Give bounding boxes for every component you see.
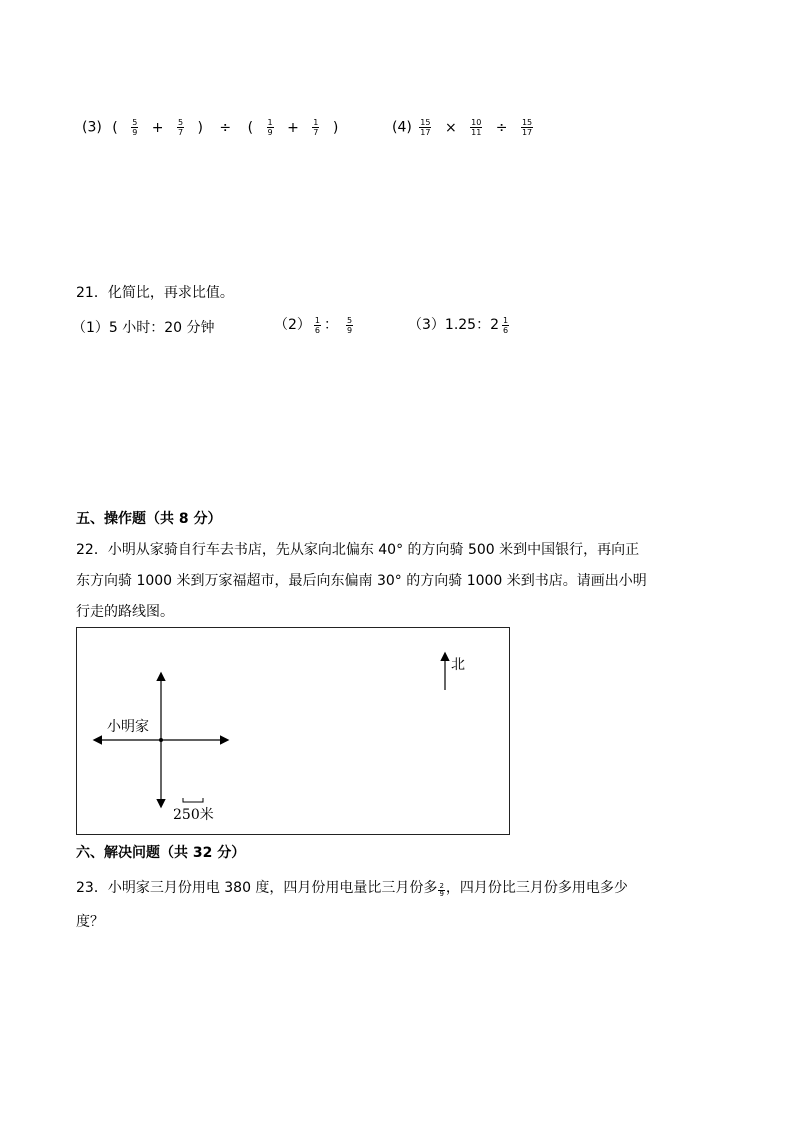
q21-part2 [274, 314, 356, 335]
q21-part3 [408, 314, 512, 335]
fraction: $\frac{5}{7}$ [177, 118, 184, 137]
plus-sign: + [151, 119, 164, 136]
route-diagram [76, 627, 510, 835]
home-point [159, 738, 163, 742]
north-label: 北 [451, 657, 465, 673]
q23-line-1 [76, 878, 628, 898]
q23-text-b: ，四月份比三月份多用电多少 [445, 880, 628, 896]
fraction: $\frac{1}{9}$ [267, 118, 273, 137]
part-label: （3）1.25：2 [408, 317, 499, 333]
fraction: $\frac{5}{9}$ [347, 315, 353, 335]
scale-label: 250米 [173, 807, 214, 823]
divide-sign: ÷ [495, 119, 508, 136]
section-6-title: 六、解决问题（共 32 分） [76, 845, 246, 861]
fraction: $\frac{2}{9}$ [439, 882, 444, 898]
fraction: $\frac{15}{17}$ [521, 118, 533, 137]
ratio-colon: ： [324, 317, 339, 333]
section-5-title: 五、操作题（共 8 分） [76, 511, 222, 527]
fraction: $\frac{10}{11}$ [471, 118, 482, 137]
scale-bar [183, 798, 203, 802]
q22-line-2: 东方向骑 1000 米到万家福超市，最后向东偏南 30° 的方向骑 1000 米到书店。请画出小明 [76, 573, 647, 589]
times-sign: × [444, 119, 457, 136]
part-label: (3) [82, 119, 102, 136]
part-label: (4) [392, 119, 412, 136]
fraction: $\frac{1}{7}$ [313, 118, 319, 137]
q21-title: 21．化简比，再求比值。 [76, 285, 234, 301]
fraction: $\frac{1}{6}$ [314, 315, 321, 335]
paren-close: ) [197, 119, 203, 136]
q23-text-a: 23．小明家三月份用电 380 度，四月份用电量比三月份多 [76, 880, 438, 896]
divide-sign: ÷ [219, 119, 232, 136]
fraction: $\frac{15}{17}$ [420, 118, 431, 137]
q21-part1: （1）5 小时：20 分钟 [72, 320, 215, 336]
q20-part4 [392, 118, 536, 137]
fraction: $\frac{1}{6}$ [503, 315, 509, 335]
paren-close: ) [332, 119, 339, 136]
fraction: $\frac{5}{9}$ [132, 118, 138, 137]
q20-part3 [82, 118, 344, 137]
paren-open: ( [247, 119, 254, 136]
part-label: （2） [274, 317, 311, 333]
q22-line-3: 行走的路线图。 [76, 604, 174, 620]
paren-open: ( [112, 119, 118, 136]
home-label: 小明家 [107, 719, 149, 735]
q23-line-2: 度？ [76, 914, 104, 930]
plus-sign: + [287, 119, 299, 136]
q22-line-1: 22．小明从家骑自行车去书店，先从家向北偏东 40° 的方向骑 500 米到中国银行，再向正 [76, 542, 640, 558]
